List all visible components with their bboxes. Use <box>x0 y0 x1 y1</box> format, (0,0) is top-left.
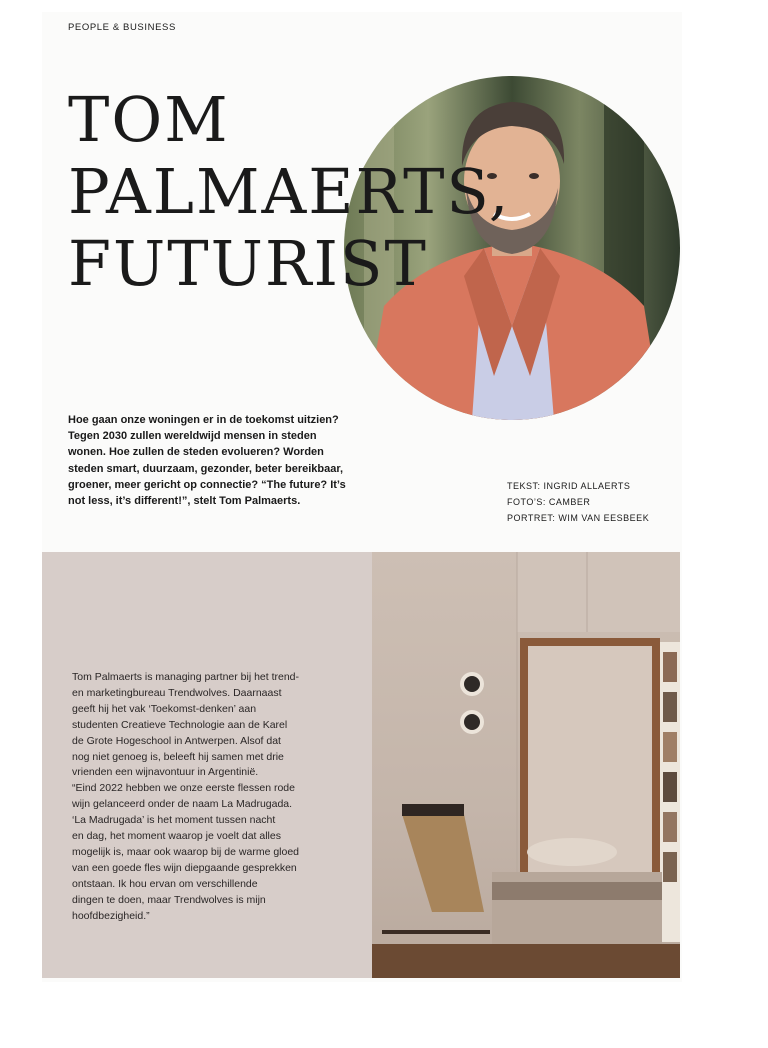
title-line: PALMAERTS, <box>68 154 511 228</box>
bio-line: wijn gelanceerd onder de naam La Madrugada. <box>72 798 293 811</box>
bio-paragraph <box>72 670 350 925</box>
credit-photos: FOTO’S: CAMBER <box>507 497 591 507</box>
bio-line: en dag, het moment waarop je voelt dat alles <box>72 830 281 843</box>
bio-line: mogelijk is, maar ook waarop bij de warme gloed <box>72 845 300 858</box>
bio-line: van een goede fles wijn diepgaande gesprekken <box>72 861 297 874</box>
section-label: PEOPLE & BUSINESS <box>68 22 176 33</box>
title-line: FUTURIST <box>68 226 428 300</box>
bio-line: ‘La Madrugada’ is het moment tussen nacht <box>72 814 276 827</box>
bio-line: “Eind 2022 hebben we onze eerste flessen rode <box>72 782 295 795</box>
bio-line: ontstaan. Ik hou ervan om verschillende <box>72 877 258 890</box>
credit-portrait: PORTRET: WIM VAN EESBEEK <box>507 513 650 523</box>
interior-illustration <box>372 552 680 978</box>
credit-text: TEKST: INGRID ALLAERTS <box>507 481 631 491</box>
bio-line: Tom Palmaerts is managing partner bij het trend- <box>72 671 300 683</box>
bio-line: hoofdbezigheid.” <box>72 909 150 922</box>
title-line: TOM <box>68 83 230 156</box>
bio-line: geeft hij het vak ‘Toekomst-denken’ aan <box>72 702 257 715</box>
article-title <box>68 84 510 300</box>
intro-paragraph: Hoe gaan onze woningen er in de toekomst uitzien? Tegen 2030 zullen wereldwijd mensen in steden wonen. Hoe zullen de steden evolueren? Worden steden smart, duurzaam, gezonder, beter bereikbaar, groener, meer gericht op connectie? “The future? It’s not less, it’s different!”, stelt Tom Palmaerts. <box>68 414 346 508</box>
bio-line: vrienden een wijnavontuur in Argentinië. <box>72 766 259 779</box>
credits <box>507 478 649 526</box>
bio-line: studenten Creatieve Technologie aan de Karel <box>72 718 288 731</box>
bio-line: de Grote Hogeschool in Antwerpen. Alsof dat <box>72 734 281 747</box>
interior-photo <box>372 552 680 978</box>
bio-line: nog niet genoeg is, beleeft hij samen met drie <box>72 750 284 763</box>
bio-line: dingen te doen, maar Trendwolves is mijn <box>72 893 266 906</box>
bio-line: en marketingbureau Trendwolves. Daarnaast <box>72 686 282 699</box>
